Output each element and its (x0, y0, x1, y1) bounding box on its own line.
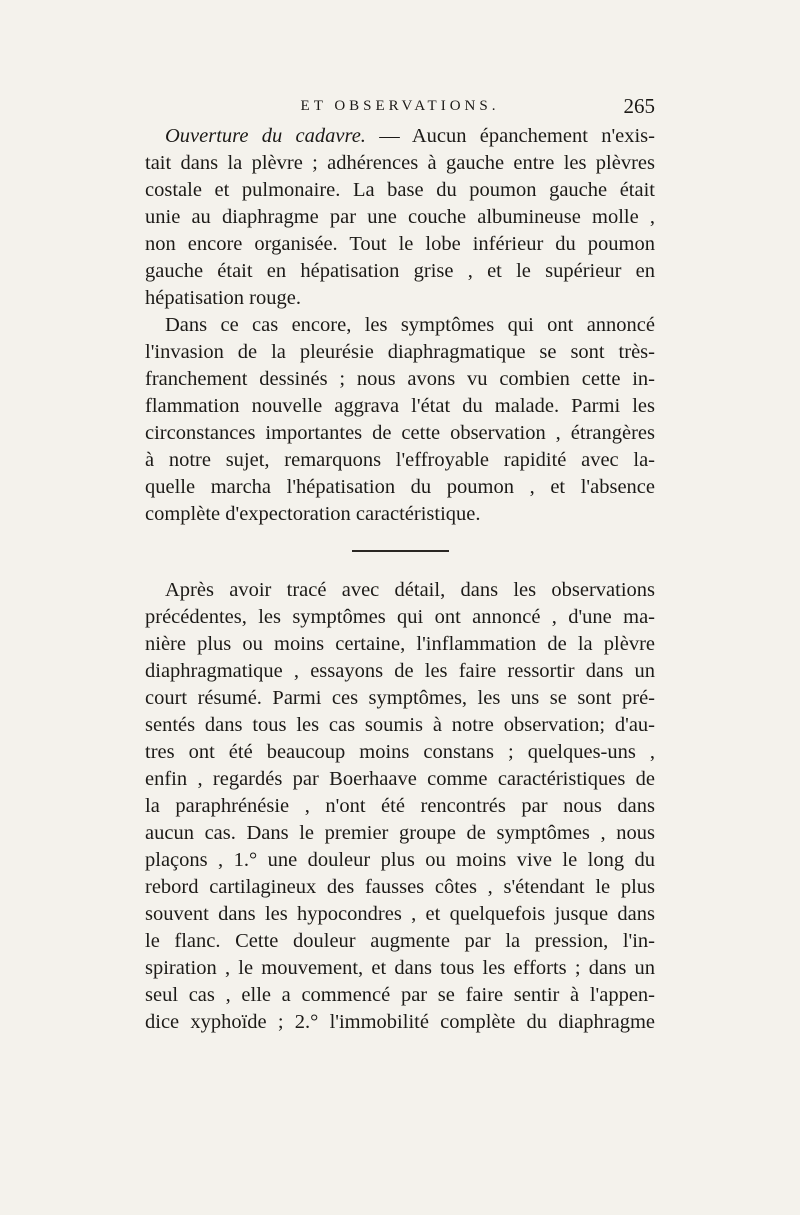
paragraph-1-line-5: non encore organisée. Tout le lobe inférieur du poumon (145, 233, 655, 255)
paragraph-3-line-3: nière plus ou moins certaine, l'inflammation de la plèvre (145, 633, 655, 655)
paragraph-3-line-8: enfin , regardés par Boerhaave comme caractéristiques de (145, 768, 655, 790)
section-divider (352, 550, 449, 552)
paragraph-1-line-3: costale et pulmonaire. La base du poumon gauche était (145, 179, 655, 201)
paragraph-3-line-13: souvent dans les hypocondres , et quelquefois jusque dans (145, 903, 655, 925)
paragraph-3-line-2: précédentes, les symptômes qui ont annoncé , d'une ma- (145, 606, 655, 628)
paragraph-3-line-11: plaçons , 1.° une douleur plus ou moins vive le long du (145, 849, 655, 871)
paragraph-2-line-6: à notre sujet, remarquons l'effroyable rapidité avec la- (145, 449, 655, 471)
paragraph-1-line-1 (165, 123, 655, 149)
paragraph-3-line-1: Après avoir tracé avec détail, dans les observations (165, 579, 655, 601)
paragraph-1-line-7: hépatisation rouge. (145, 287, 301, 309)
paragraph-3-line-5: court résumé. Parmi ces symptômes, les uns se sont pré- (145, 687, 655, 709)
page-number: 265 (623, 94, 655, 118)
paragraph-3-line-14: le flanc. Cette douleur augmente par la pression, l'in- (145, 930, 655, 952)
paragraph-2-line-8: complète d'expectoration caractéristique. (145, 503, 481, 525)
paragraph-1-line-4: unie au diaphragme par une couche albumineuse molle , (145, 206, 655, 228)
paragraph-3-line-15: spiration , le mouvement, et dans tous les efforts ; dans un (145, 957, 655, 979)
paragraph-1-line-2: tait dans la plèvre ; adhérences à gauche entre les plèvres (145, 152, 655, 174)
paragraph-3-line-10: aucun cas. Dans le premier groupe de symptômes , nous (145, 822, 655, 844)
section-lead: Ouverture du cadavre. (165, 125, 366, 147)
paragraph-2-line-2: l'invasion de la pleurésie diaphragmatique se sont très- (145, 341, 655, 363)
paragraph-2-line-4: flammation nouvelle aggrava l'état du malade. Parmi les (145, 395, 655, 417)
paragraph-2-line-3: franchement dessinés ; nous avons vu combien cette in- (145, 368, 655, 390)
paragraph-2-line-1: Dans ce cas encore, les symptômes qui ont annoncé (165, 314, 655, 336)
paragraph-3-line-6: sentés dans tous les cas soumis à notre observation; d'au- (145, 714, 655, 736)
paragraph-3-line-9: la paraphrénésie , n'ont été rencontrés par nous dans (145, 795, 655, 817)
paragraph-2-line-7: quelle marcha l'hépatisation du poumon , et l'absence (145, 476, 655, 498)
paragraph-1-line-6: gauche était en hépatisation grise , et le supérieur en (145, 260, 655, 282)
paragraph-3-line-4: diaphragmatique , essayons de les faire ressortir dans un (145, 660, 655, 682)
running-title: ET OBSERVATIONS. (300, 98, 500, 114)
paragraph-1-line-1-text: — Aucun épanchement n'exis- (365, 125, 655, 147)
running-head (145, 94, 655, 124)
paragraph-2-line-5: circonstances importantes de cette observation , étrangères (145, 422, 655, 444)
paragraph-3-line-17: dice xyphoïde ; 2.° l'immobilité complète du diaphragme (145, 1011, 655, 1033)
paragraph-3-line-16: seul cas , elle a commencé par se faire sentir à l'appen- (145, 984, 655, 1006)
paragraph-3-line-7: tres ont été beaucoup moins constans ; quelques-uns , (145, 741, 655, 763)
paragraph-3-line-12: rebord cartilagineux des fausses côtes , s'étendant le plus (145, 876, 655, 898)
